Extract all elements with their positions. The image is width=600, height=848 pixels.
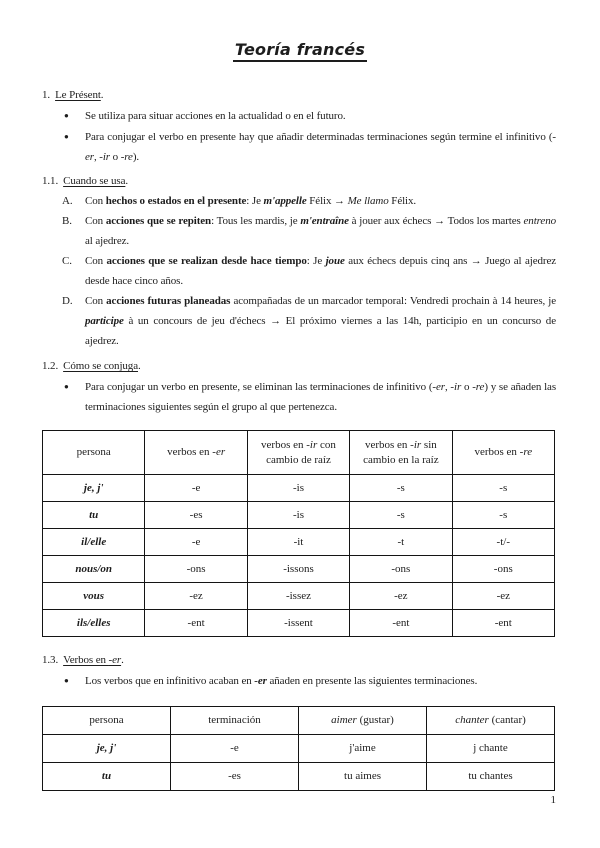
table-cell: j chante [427,735,555,763]
table-cell: -issez [247,583,349,610]
paragraph: Con acciones que se realizan desde hace tiempo: Je joue aux échecs depuis cinq ans → Juego al ajedrez desde hace cinco años. [85,255,557,287]
er-verbs-table [42,706,555,791]
table-cell: -e [145,529,247,556]
table-cell: -s [350,502,452,529]
table-cell: -it [247,529,349,556]
column-header: persona [43,431,145,475]
row-header: je, j' [43,735,171,763]
item-label: A. [62,195,73,207]
column-header: verbos en -er [145,431,247,475]
table-cell: -ez [452,583,554,610]
paragraph: Con acciones futuras planeadas acompañadas de un marcador temporal: Vendredi prochain à 14 heures, je participe à un concours de jeu d'échecs → El próximo viernes a las 14h, participio en un concurso de ajedrez. [85,295,556,347]
section-1-heading [42,85,556,105]
bullet-item [64,106,556,126]
paragraph: Los verbos que en infinitivo acaban en -er añaden en presente las siguientes terminaciones. [85,675,478,687]
document-title-wrap [0,40,600,62]
table-cell: -e [171,735,299,763]
table-cell: -e [145,475,247,502]
section-period: . [125,175,129,187]
section-1-3 [42,650,556,691]
table-row [43,735,555,763]
table-cell: j'aime [299,735,427,763]
section-period: . [121,654,124,666]
table-row [43,583,555,610]
row-header: nous/on [43,556,145,583]
table-cell: -t/- [452,529,554,556]
lettered-item [62,251,556,291]
table-cell: -s [452,502,554,529]
table-row [43,529,555,556]
item-label: B. [62,215,72,227]
section-1-1-heading [42,171,556,191]
conjugation-endings-table [42,430,555,637]
table-row [43,556,555,583]
column-header: verbos en -re [452,431,554,475]
page-number: 1 [550,794,556,806]
section-title: Le Présent [55,89,101,101]
table-cell: tu aimes [299,763,427,791]
row-header: je, j' [43,475,145,502]
section-1-1 [42,171,556,351]
paragraph: Se utiliza para situar acciones en la actualidad o en el futuro. [85,110,346,122]
table-row [43,502,555,529]
section-number: 1.3. [42,654,59,666]
section-number: 1.2. [42,360,59,372]
table-cell: -ent [350,610,452,637]
table-cell: -ons [452,556,554,583]
column-header: verbos en -ir sin cambio en la raíz [350,431,452,475]
table-cell: -is [247,475,349,502]
column-header: verbos en -ir con cambio de raíz [247,431,349,475]
bullet-item [64,127,556,167]
table-cell: -s [350,475,452,502]
table-cell: -ons [145,556,247,583]
section-1-2 [42,356,556,417]
lettered-item [62,211,556,251]
section-title: Cómo se conjuga [63,360,138,372]
document-title: Teoría francés [233,40,367,62]
table-cell: -es [145,502,247,529]
table-cell: -ent [452,610,554,637]
bullet-item [64,671,556,691]
row-header: il/elle [43,529,145,556]
bullet-icon: ● [64,382,69,391]
paragraph: Con acciones que se repiten: Tous les mardis, je m'entraîne à jouer aux échecs → Todos los martes entreno al ajedrez. [85,215,557,247]
paragraph: Con hechos o estados en el presente: Je m'appelle Félix → Me llamo Félix. [85,195,417,207]
section-1 [42,85,556,167]
table-cell: -ez [350,583,452,610]
table-header-row [43,707,555,735]
lettered-item [62,191,556,211]
column-header: persona [43,707,171,735]
table-header-row [43,431,555,475]
table-row [43,475,555,502]
paragraph: Para conjugar el verbo en presente hay que añadir determinadas terminaciones según termine el infinitivo (-er, -ir o -re). [85,131,556,163]
lettered-item [62,291,556,351]
section-title: Cuando se usa [63,175,126,187]
table-row [43,610,555,637]
column-header: terminación [171,707,299,735]
table-cell: -ez [145,583,247,610]
bullet-icon: ● [64,676,69,685]
section-1-2-heading [42,356,556,376]
bullet-icon: ● [64,111,69,120]
table-cell: -ons [350,556,452,583]
row-header: tu [43,763,171,791]
table-cell: -issent [247,610,349,637]
row-header: tu [43,502,145,529]
section-number: 1. [42,89,51,101]
table-cell: -is [247,502,349,529]
table-cell: -ent [145,610,247,637]
section-period: . [100,89,104,101]
section-number: 1.1. [42,175,59,187]
column-header: aimer (gustar) [299,707,427,735]
row-header: ils/elles [43,610,145,637]
table-row [43,763,555,791]
paragraph: Para conjugar un verbo en presente, se eliminan las terminaciones de infinitivo (-er, -ir o -re) y se añaden las terminaciones siguientes según el grupo al que pertenezca. [85,381,556,413]
table-cell: -es [171,763,299,791]
section-1-3-heading [42,650,556,670]
bullet-item [64,377,556,417]
row-header: vous [43,583,145,610]
section-period: . [138,360,141,372]
column-header: chanter (cantar) [427,707,555,735]
table-cell: -t [350,529,452,556]
table-cell: -s [452,475,554,502]
section-title: Verbos en -er [63,654,122,666]
item-label: D. [62,295,73,307]
table-cell: tu chantes [427,763,555,791]
bullet-icon: ● [64,132,69,141]
item-label: C. [62,255,72,267]
table-cell: -issons [247,556,349,583]
